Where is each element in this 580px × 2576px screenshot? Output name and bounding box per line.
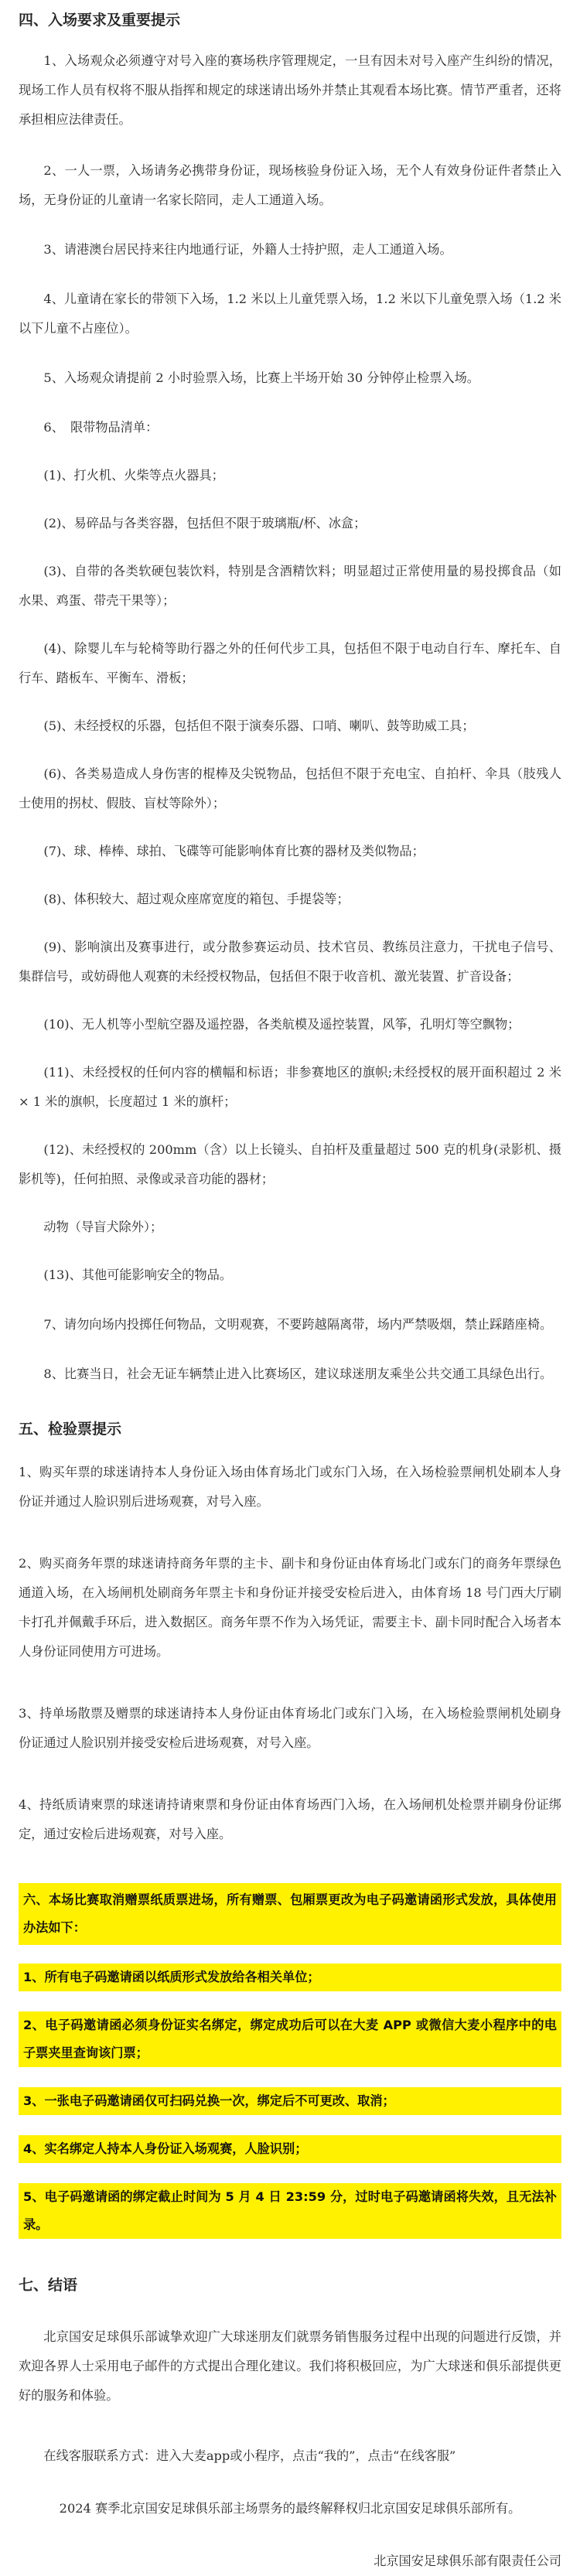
list-item: (5)、未经授权的乐器，包括但不限于演奏乐器、口哨、喇叭、鼓等助威工具； (43, 718, 475, 733)
paragraph: 3、请港澳台居民持来往内地通行证，外籍人士持护照，走人工通道入场。 (43, 241, 452, 257)
list-item: (12)、未经授权的 200mm（含）以上长镜头、自拍杆及重量超过 500 克的机身(录影机、摄影机等)，任何拍照、录像或录音功能的器材； (19, 1141, 561, 1186)
list-item: (2)、易碎品与各类容器，包括但不限于玻璃瓶/杯、冰盒； (43, 515, 367, 531)
list-item: (11)、未经授权的任何内容的横幅和标语；非参赛地区的旗帜;未经授权的展开面积超过 2 米× 1 米的旗帜，长度超过 1 米的旗杆； (19, 1064, 561, 1109)
paragraph: 1、入场观众必须遵守对号入座的赛场秩序管理规定，一旦有因未对号入座产生纠纷的情况，现场工作人员有权将不服从指挥和规定的球迷请出场外并禁止其观看本场比赛。情节严重者，还将承担相应法律责任。 (19, 53, 561, 127)
paragraph: 北京国安足球俱乐部诚挚欢迎广大球迷朋友们就票务销售服务过程中出现的问题进行反馈，并欢迎各界人士采用电子邮件的方式提出合理化建议。我们将积极回应，为广大球迷和俱乐部提供更好的服务和体验。 (19, 2329, 561, 2403)
list-item: (8)、体积较大、超过观众座席宽度的箱包、手提袋等； (43, 891, 350, 906)
paragraph: 7、请勿向场内投掷任何物品，文明观赛，不要跨越隔离带，场内严禁吸烟，禁止踩踏座椅。 (43, 1316, 553, 1332)
paragraph: 4、持纸质请柬票的球迷请持请柬票和身份证由体育场西门入场，在入场闸机处检票并刷身份证绑定，通过安检后进场观赛，对号入座。 (19, 1797, 561, 1842)
list-item: (9)、影响演出及赛事进行，或分散参赛运动员、技术官员、教练员注意力，干扰电子信号、集群信号，或妨碍他人观赛的未经授权物品，包括但不限于收音机、激光装置、扩音设备； (19, 939, 561, 984)
highlighted-item: 1、所有电子码邀请函以纸质形式发放给各相关单位； (19, 1964, 561, 1991)
list-item: (13)、其他可能影响安全的物品。 (43, 1267, 233, 1282)
section-6-title: 六、本场比赛取消赠票纸质票进场，所有赠票、包厢票更改为电子码邀请函形式发放，具体使用办法如下： (19, 1883, 561, 1945)
contact-line: 在线客服联系方式：进入大麦app或小程序，点击“我的”，点击“在线客服” (43, 2448, 456, 2463)
signature: 北京国安足球俱乐部有限责任公司 (374, 2553, 561, 2568)
paragraph: 6、 限带物品清单： (43, 419, 159, 435)
list-item: 动物（导盲犬除外）； (43, 1219, 163, 1234)
list-item: (1)、打火机、火柴等点火器具； (43, 467, 224, 483)
paragraph: 2、购买商务年票的球迷请持商务年票的主卡、副卡和身份证由体育场北门或东门的商务年票绿色通道入场，在入场闸机处刷商务年票主卡和身份证并接受安检后进入，由体育场 18 号门西大厅刷卡打孔并佩戴手环后，进入数据区。商务年票不作为入场凭证，需要主卡、副卡同时配合入场者本人身份证同使用方可进场。 (19, 1556, 561, 1660)
paragraph: 2、一人一票，入场请务必携带身份证，现场核验身份证入场，无个人有效身份证件者禁止入场，无身份证的儿童请一名家长陪同，走人工通道入场。 (19, 162, 561, 207)
section-7-title: 七、结语 (19, 2277, 78, 2295)
paragraph: 1、购买年票的球迷请持本人身份证入场由体育场北门或东门入场，在入场检验票闸机处刷本人身份证并通过人脸识别后进场观赛，对号入座。 (19, 1465, 561, 1510)
section-4-title: 四、入场要求及重要提示 (19, 12, 181, 29)
list-item: (3)、自带的各类软硬包装饮料，特别是含酒精饮料；明显超过正常使用量的易投掷食品（如水果、鸡蛋、带壳干果等）； (19, 563, 561, 608)
paragraph: 8、比赛当日，社会无证车辆禁止进入比赛场区，建议球迷朋友乘坐公共交通工具绿色出行。 (43, 1366, 553, 1381)
paragraph: 4、儿童请在家长的带领下入场，1.2 米以上儿童凭票入场，1.2 米以下儿童免票入场（1.2 米以下儿童不占座位）。 (19, 291, 561, 336)
list-item: (10)、无人机等小型航空器及遥控器，各类航模及遥控装置，风筝，孔明灯等空飘物； (43, 1016, 520, 1032)
list-item: (6)、各类易造成人身伤害的棍棒及尖锐物品，包括但不限于充电宝、自拍杆、伞具（肢残人士使用的拐杖、假肢、盲杖等除外）； (19, 766, 561, 810)
paragraph: 3、持单场散票及赠票的球迷请持本人身份证由体育场北门或东门入场，在入场检验票闸机处刷身份证通过人脸识别并接受安检后进场观赛，对号入座。 (19, 1706, 561, 1751)
disclaimer: 2024 赛季北京国安足球俱乐部主场票务的最终解释权归北京国安足球俱乐部所有。 (59, 2500, 521, 2516)
highlighted-item: 4、实名绑定人持本人身份证入场观赛，人脸识别； (19, 2135, 561, 2163)
highlighted-item: 2、电子码邀请函必须身份证实名绑定，绑定成功后可以在大麦 APP 或微信大麦小程序中的电子票夹里查询该门票； (19, 2011, 561, 2067)
paragraph: 5、入场观众请提前 2 小时验票入场，比赛上半场开始 30 分钟停止检票入场。 (43, 370, 479, 385)
list-item: (4)、除婴儿车与轮椅等助行器之外的任何代步工具，包括但不限于电动自行车、摩托车、自行车、踏板车、平衡车、滑板； (19, 640, 561, 685)
highlighted-item: 5、电子码邀请函的绑定截止时间为 5 月 4 日 23:59 分，过时电子码邀请函将失效，且无法补录。 (19, 2183, 561, 2239)
highlighted-item: 3、一张电子码邀请函仅可扫码兑换一次，绑定后不可更改、取消； (19, 2087, 561, 2115)
list-item: (7)、球、棒棒、球拍、飞碟等可能影响体育比赛的器材及类似物品； (43, 843, 425, 858)
section-5-title: 五、检验票提示 (19, 1420, 122, 1438)
